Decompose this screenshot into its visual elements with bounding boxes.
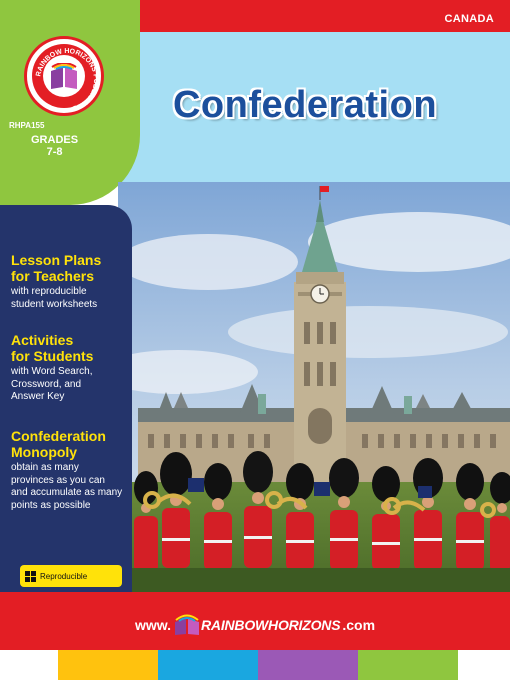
heading-line: Activities xyxy=(11,332,74,348)
reproducible-badge xyxy=(20,565,122,587)
feature-heading xyxy=(11,332,93,364)
feature-lesson-plans xyxy=(11,252,101,311)
feature-monopoly xyxy=(11,428,122,512)
heading-line: Lesson Plans xyxy=(11,252,102,268)
heading-line: Monopoly xyxy=(11,444,78,460)
url-prefix: www. xyxy=(134,617,171,633)
stripe xyxy=(158,650,258,680)
reproducible-label: Reproducible xyxy=(40,571,88,581)
product-code: RHPA155 xyxy=(9,121,45,130)
book-icon xyxy=(173,614,201,636)
heading-line: for Teachers xyxy=(11,268,94,284)
feature-heading xyxy=(11,252,101,284)
corner-panel xyxy=(0,0,140,205)
grade-level xyxy=(31,134,78,158)
feature-description xyxy=(11,366,93,404)
grades-label: GRADES xyxy=(31,134,79,146)
book-title: Confederation xyxy=(172,84,438,126)
svg-text:RAINBOW HORIZONS PUBLISHING: RAINBOW HORIZONS PUBLISHING xyxy=(35,47,100,112)
desc-line: with reproducible xyxy=(11,286,87,297)
heading-line: for Students xyxy=(11,348,94,364)
desc-line: with Word Search, xyxy=(11,366,93,377)
publisher-logo xyxy=(24,36,104,116)
url-suffix: .com xyxy=(342,617,376,633)
desc-line: points as possible xyxy=(11,499,91,511)
desc-line: student worksheets xyxy=(11,298,98,310)
stripe xyxy=(358,650,458,680)
color-stripes xyxy=(58,650,458,680)
cover-photo-parliament xyxy=(118,182,510,592)
desc-line: provinces as you can xyxy=(11,474,105,486)
desc-line: Crossword, and xyxy=(11,378,82,390)
stripe xyxy=(58,650,158,680)
grid-icon xyxy=(25,571,36,582)
desc-line: and accumulate as many xyxy=(11,487,123,498)
brand-part2: HORIZONS xyxy=(268,617,341,633)
heading-line: Confederation xyxy=(11,428,106,444)
stripe xyxy=(258,650,358,680)
feature-activities xyxy=(11,332,93,404)
feature-heading xyxy=(11,428,122,460)
grades-range: 7-8 xyxy=(46,146,63,158)
feature-description xyxy=(11,462,122,512)
desc-line: Answer Key xyxy=(11,391,65,402)
desc-line: obtain as many xyxy=(11,462,79,473)
country-label: CANADA xyxy=(444,13,494,25)
top-banner xyxy=(140,0,510,32)
features-sidebar xyxy=(0,205,132,592)
footer-bar xyxy=(0,592,510,650)
brand-part1: RAINBOW xyxy=(201,617,269,633)
website-url[interactable] xyxy=(0,614,510,636)
parliament-illustration xyxy=(118,182,510,592)
feature-description xyxy=(11,286,101,311)
brand-wordmark xyxy=(173,614,340,636)
book-icon xyxy=(49,63,79,91)
